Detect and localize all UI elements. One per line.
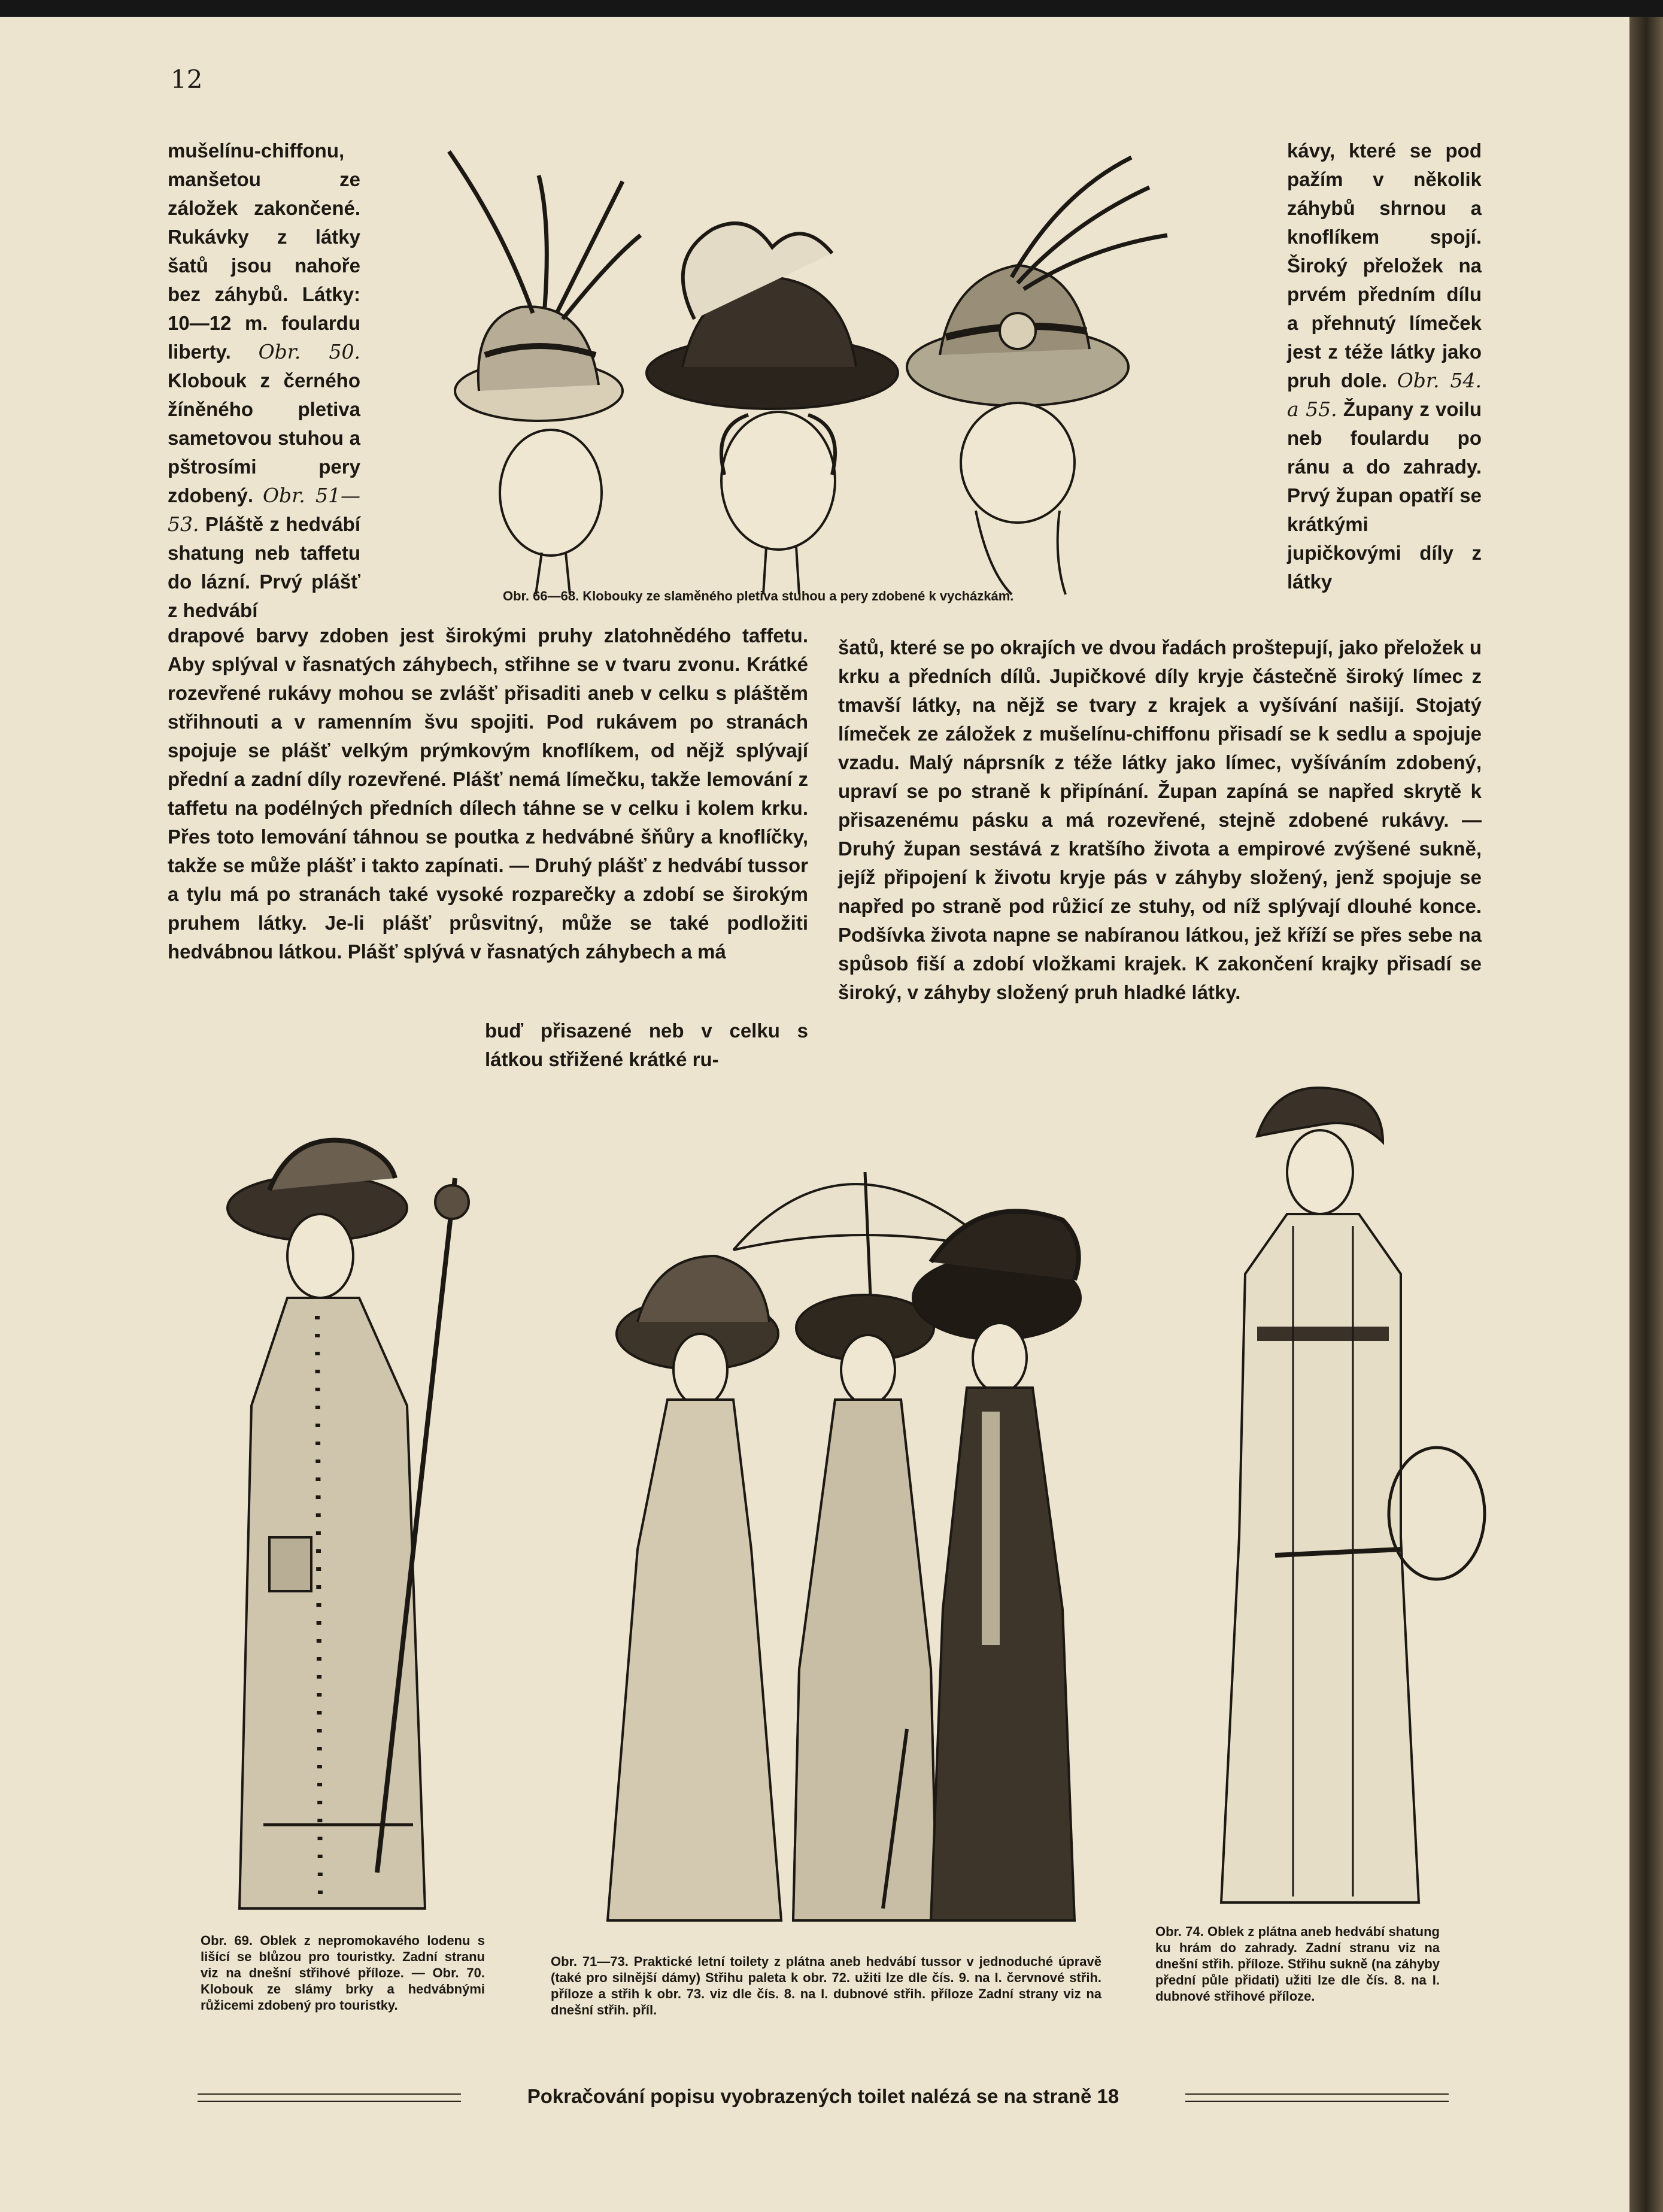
caption-hats: Obr. 66—68. Klobouky ze slaměného pletiva stuhou a pery zdobené k vycházkám.	[503, 588, 1014, 603]
footer-rule-right	[1185, 2093, 1449, 2102]
left-narrow-column	[168, 136, 360, 625]
caption-fig69: Obr. 69. Oblek z nepromokavého lodenu s lišící se blůzou pro touristky. Zadní stranu viz na dnešní střihové příloze. — Obr. 70. Klobouk ze slámy brky a hedvábnými růžicemi zdobený pro touristky.	[201, 1933, 485, 2013]
obr54-label: Obr. 54. a 55.	[1287, 369, 1482, 421]
footer	[198, 2085, 1449, 2109]
text-left-wide: drapové barvy zdoben jest širokými pruhy zlatohnědého taffetu. Aby splýval v řasnatých záhybech, střihne se v tvaru zvonu. Krátké rozevřené rukávy mohou se zvlášť přisaditi aneb v celku s pláštěm střihnouti a v ramenním švu spojiti. Pod rukávem po stranách spojuje se plášť velkým prýmkovým knoflíkem, od nějž splývají přední a zadní díly rozevřené. Plášť nemá límečku, takže lemování z taffetu na podélných předních dílech táhne se v celku i kolem krku. Přes toto lemování táhnou se poutka z hedvábné šňůry a knoflíčky, takže se může plášť i takto zapínati. — Druhý plášť z hedvábí tussor a tylu má po stranách také vysoké rozparečky a zdobí se širokým pruhem látky. Je-li plášť průsvitný, může se také podložiti hedvábnou látkou. Plášť splývá v řasnatých záhybech a má	[168, 624, 808, 963]
magazine-page	[0, 17, 1629, 2212]
left-tail-column	[485, 1017, 808, 1074]
figure-69-70	[198, 1118, 485, 1932]
text-left-narrow: mušelínu-chiffonu, manšetou ze záložek zakončené. Rukávky z látky šatů jsou nahoře bez záhybů. Látky: 10—12 m. foulardu liberty.	[168, 139, 360, 363]
text-right-wide: šatů, které se po okrajích ve dvou řadách proštepují, jako přeložek u krku a předních dílů. Jupičkové díly kryje částečně široký límec z tmavší látky, na nějž se tvary z krajek a vyšívání našijí. Stojatý límeček ze záložek z mušelínu-chiffonu přisadí se k sedlu a spojuje vzadu. Malý náprsník z téže látky jako límec, vyšíváním zdobený, upraví se po straně k připínání. Župan zapíná se napřed skrytě k přisazenému pásku a má rozevřené, stejně zdobené rukávy. — Druhý župan sestává z kratšího života a empirové zvýšené sukně, jejíž připojení k životu kryje pás v záhyby složený, jenž spojuje se napřed po straně pod růžicí ze stuhy, od níž splývají dlouhé konce. Podšívka života napne se nabíranou látkou, jež kříží se přes sebe na spůsob fiší a zdobí vložkami krajek. K zakončení krajky přisadí se široký, v záhyby složený pruh hladké látky.	[838, 636, 1482, 1003]
obr51-label: Obr. 51—53.	[168, 484, 360, 536]
text-right-narrow: kávy, které se pod pažím v několik záhybů shrnou a knoflíkem spojí. Široký přeložek na prvém předním dílu a přehnutý límeček jest z téže látky jako pruh dole.	[1287, 139, 1482, 392]
page-number: 12	[171, 65, 203, 94]
text-left-tail: buď přisazené neb v celku s látkou střižené krátké ru-	[485, 1019, 808, 1070]
obr50-text: Klobouk z černého žíněného pletiva sametovou stuhou a pštrosími pery zdobený.	[168, 369, 360, 506]
figure-71-drawing	[572, 1130, 1110, 1938]
obr51-text: Pláště z hedvábí shatung neb taffetu do lázní. Prvý plášť z hedvábí	[168, 513, 360, 621]
right-wide-column	[838, 633, 1482, 1007]
figure-69-drawing	[198, 1118, 485, 1932]
footer-rule-left	[198, 2093, 461, 2102]
right-narrow-column	[1287, 136, 1482, 596]
obr50-label: Obr. 50.	[258, 340, 360, 363]
obr54-text: Župany z voilu neb foulardu po ránu a do zahrady. Prvý župan opatří se krátkými jupičkovými díly z látky	[1287, 398, 1482, 593]
hats-drawing	[413, 139, 1185, 594]
page-spine	[1629, 17, 1663, 2212]
caption-fig74: Obr. 74. Oblek z plátna aneb hedvábí shatung ku hrám do zahrady. Zadní stranu viz na dnešní střih. příloze. Střihu sukně (na záhyby přední půle přidati) užiti lze dle čís. 8. na I. dubnové střihové příloze.	[1155, 1924, 1440, 2004]
caption-fig71: Obr. 71—73. Praktické letní toilety z plátna aneb hedvábí tussor v jednoduché úpravě (také pro silnější dámy) Střihu paleta k obr. 72. užiti lze dle čís. 9. na I. červnové střih. příloze a střih k obr. 73. viz dle čís. 8. na I. dubnové střih. příloze Zadní strany viz na dnešní střih. příl.	[551, 1954, 1101, 2017]
left-wide-column	[168, 621, 808, 966]
figure-74	[1203, 1082, 1497, 1932]
figure-74-drawing	[1203, 1082, 1497, 1932]
hats-illustration	[413, 139, 1185, 603]
figure-71-73	[572, 1130, 1110, 1938]
footer-text: Pokračování popisu vyobrazených toilet nalézá se na straně 18	[527, 2085, 1119, 2107]
